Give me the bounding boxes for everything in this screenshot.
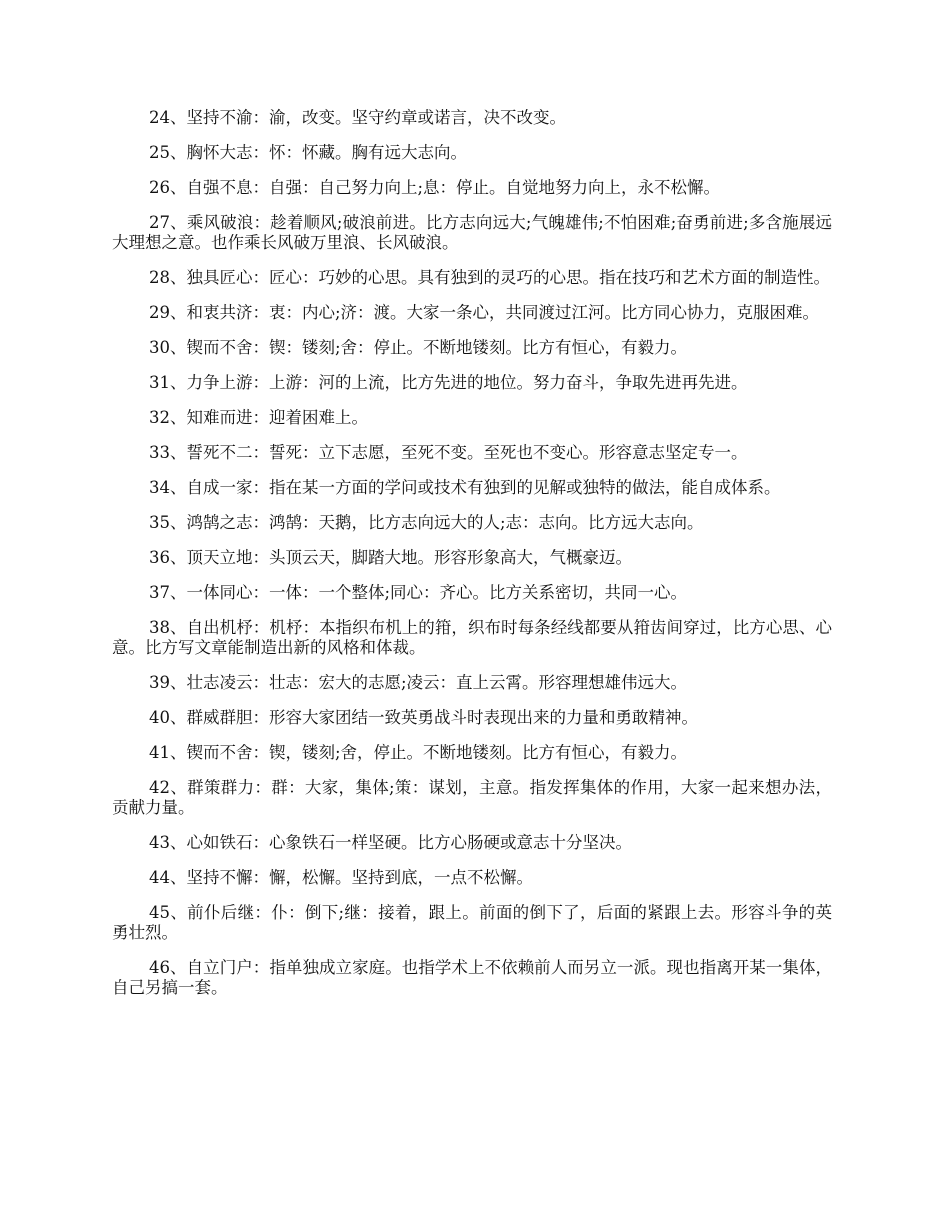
idiom-entry-41: 41、锲而不舍：锲，镂刻;舍，停止。不断地镂刻。比方有恒心，有毅力。	[149, 743, 688, 762]
idiom-entry-30: 30、锲而不舍：锲：镂刻;舍：停止。不断地镂刻。比方有恒心，有毅力。	[149, 338, 688, 357]
idiom-entry-26: 26、自强不息：自强：自己努力向上;息：停止。自觉地努力向上，永不松懈。	[149, 178, 721, 197]
idiom-entry-42: 42、群策群力：群：大家，集体;策：谋划，主意。指发挥集体的作用，大家一起来想办法，贡献力量。	[112, 778, 832, 817]
idiom-entry-29: 29、和衷共济：衷：内心;济：渡。大家一条心，共同渡过江河。比方同心协力，克服困难。	[149, 303, 820, 322]
idiom-entry-46: 46、自立门户：指单独成立家庭。也指学术上不依赖前人而另立一派。现也指离开某一集体，自己另搞一套。	[112, 958, 832, 997]
idiom-entry-24: 24、坚持不渝：渝，改变。坚守约章或诺言，决不改变。	[149, 108, 566, 127]
idiom-entry-39: 39、壮志凌云：壮志：宏大的志愿;凌云：直上云霄。形容理想雄伟远大。	[149, 673, 688, 692]
idiom-entry-32: 32、知难而进：迎着困难上。	[149, 408, 368, 427]
idiom-entry-44: 44、坚持不懈：懈，松懈。坚持到底，一点不松懈。	[149, 868, 533, 887]
idiom-entry-43: 43、心如铁石：心象铁石一样坚硬。比方心肠硬或意志十分坚决。	[149, 833, 632, 852]
idiom-entry-40: 40、群威群胆：形容大家团结一致英勇战斗时表现出来的力量和勇敢精神。	[149, 708, 698, 727]
idiom-entry-27: 27、乘风破浪：趁着顺风;破浪前进。比方志向远大;气魄雄伟;不怕困难;奋勇前进;多含施展远大理想之意。也作乘长风破万里浪、长风破浪。	[112, 213, 832, 252]
idiom-entry-37: 37、一体同心：一体：一个整体;同心：齐心。比方关系密切，共同一心。	[149, 583, 688, 602]
idiom-entry-31: 31、力争上游：上游：河的上流，比方先进的地位。努力奋斗，争取先进再先进。	[149, 373, 748, 392]
idiom-entry-33: 33、誓死不二：誓死：立下志愿，至死不变。至死也不变心。形容意志坚定专一。	[149, 443, 748, 462]
idiom-entry-45: 45、前仆后继：仆：倒下;继：接着，跟上。前面的倒下了，后面的紧跟上去。形容斗争的英勇壮烈。	[112, 903, 832, 942]
idiom-entry-36: 36、顶天立地：头顶云天，脚踏大地。形容形象高大，气概豪迈。	[149, 548, 632, 567]
idiom-entry-38: 38、自出机杼：机杼：本指织布机上的箝，织布时每条经线都要从箝齿间穿过，比方心思、心意。比方写文章能制造出新的风格和体裁。	[112, 618, 832, 657]
document-page	[112, 108, 832, 1013]
idiom-entry-35: 35、鸿鹄之志：鸿鹄：天鹅，比方志向远大的人;志：志向。比方远大志向。	[149, 513, 704, 532]
idiom-entry-28: 28、独具匠心：匠心：巧妙的心思。具有独到的灵巧的心思。指在技巧和艺术方面的制造性。	[149, 268, 830, 287]
idiom-entry-34: 34、自成一家：指在某一方面的学问或技术有独到的见解或独特的做法，能自成体系。	[149, 478, 781, 497]
idiom-entry-25: 25、胸怀大志：怀：怀藏。胸有远大志向。	[149, 143, 467, 162]
